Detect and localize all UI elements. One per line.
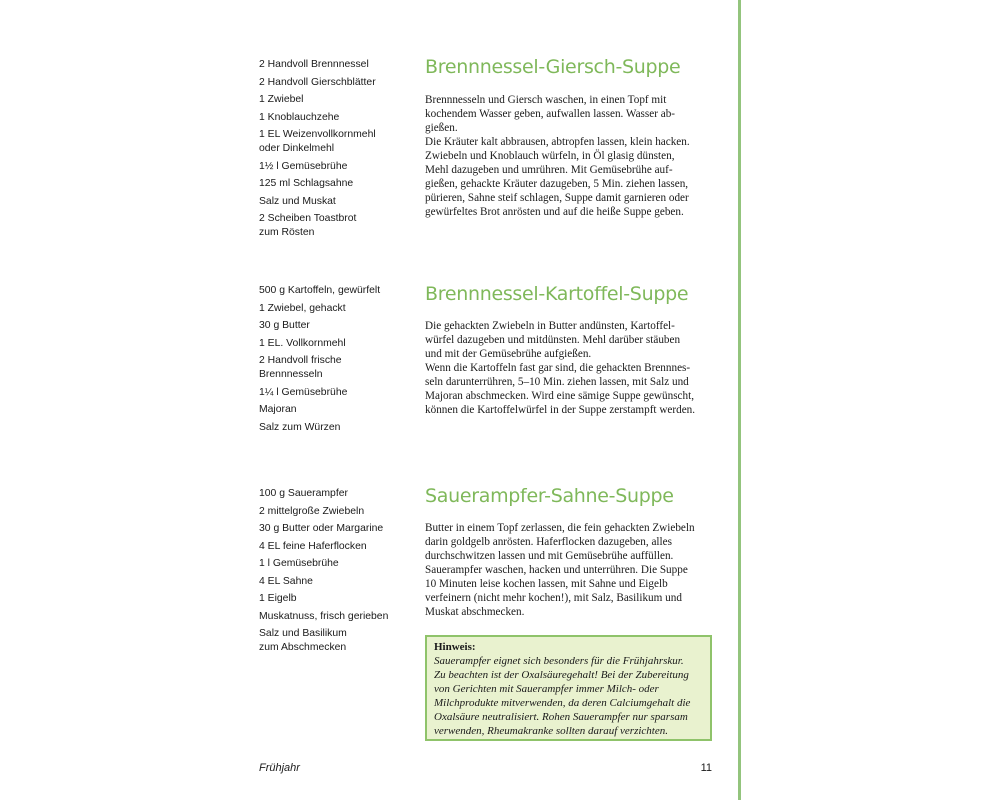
- ingredient-list: [259, 58, 409, 244]
- ingredient-item: 2 Handvoll Gierschblätter: [259, 76, 376, 88]
- page-number: 11: [700, 762, 712, 774]
- ingredient-item: Salz und Muskat: [259, 195, 336, 207]
- footer-section-title: Frühjahr: [259, 762, 300, 774]
- ingredient-item: 2 Handvoll Brennnessel: [259, 59, 369, 70]
- ingredient-item: 1¼ l Gemüsebrühe: [259, 386, 348, 398]
- hint-text: Sauerampfer eignet sich besonders für die Frühjahrskur. Zu beachten ist der Oxalsäuregehalt! Bei der Zubereitung von Gerichten mit Sauerampfer immer Milch- oder Milchprodukte mitverwenden, da deren Calciumgehalt die Oxalsäure neutralisiert. Rohen Sauerampfer nur sparsam verwenden, Rheumakranke sollten darauf verzichten.: [434, 655, 691, 737]
- recipe-title: Brennnessel-Giersch-Suppe: [425, 56, 681, 78]
- page-margin-line: [738, 0, 741, 800]
- ingredient-item: 30 g Butter oder Margarine: [259, 523, 384, 534]
- recipe-title: Brennnessel-Kartoffel-Suppe: [425, 283, 689, 305]
- recipe-instructions: [425, 521, 715, 619]
- ingredient-item: 1 EL. Vollkornmehl: [259, 337, 346, 349]
- instruction-paragraph: Wenn die Kartoffeln fast gar sind, die gehackten Brennnes- seln darunterrühren, 5–10 Min. ziehen lassen, mit Salz und Majoran abschmecken. Wird eine sämige Suppe gewünscht, können die Kartoffelwürfel in der Suppe zerstampft werden.: [425, 362, 696, 416]
- ingredient-item: 1 EL Weizenvollkornmehl oder Dinkelmehl: [259, 129, 376, 154]
- ingredient-item: 1 Zwiebel: [259, 94, 304, 105]
- ingredient-item: Salz und Basilikum zum Abschmecken: [259, 628, 347, 653]
- instruction-paragraph: Die gehackten Zwiebeln in Butter andünsten, Kartoffel- würfel dazugeben und mitdünsten. Mehl darüber stäuben und mit der Gemüsebrühe aufgießen.: [425, 320, 681, 360]
- instruction-paragraph: Butter in einem Topf zerlassen, die fein gehackten Zwiebeln darin goldgelb anrösten. Haferflocken dazugeben, alles durchschwitzen lassen und mit Gemüsebrühe auffüllen. Sauerampfer waschen, hacken und unterrühren. Die Suppe 10 Minuten leise kochen lassen, mit Sahne und Eigelb verfeinern (nicht mehr kochen!), mit Salz, Basilikum und Muskat abschmecken.: [425, 522, 695, 618]
- ingredient-item: 125 ml Schlagsahne: [259, 178, 354, 189]
- ingredient-item: 1 Knoblauchzehe: [259, 111, 340, 123]
- instruction-paragraph: Brennnesseln und Giersch waschen, in einen Topf mit kochendem Wasser geben, aufwallen lassen. Wasser ab- gießen.: [425, 94, 676, 134]
- ingredient-item: 1½ l Gemüsebrühe: [259, 160, 348, 172]
- ingredient-item: 30 g Butter: [259, 320, 310, 331]
- ingredient-item: Salz zum Würzen: [259, 421, 341, 433]
- instruction-paragraph: Die Kräuter kalt abbrausen, abtropfen lassen, klein hacken. Zwiebeln und Knoblauch würfeln, in Öl glasig dünsten, Mehl dazugeben und umrühren. Mit Gemüsebrühe auf- gießen, gehackte Kräuter dazugeben, 5 Min. ziehen lassen, pürieren, Sahne steif schlagen, Suppe damit garnieren oder gewürfeltes Brot anrösten und auf die heiße Suppe geben.: [425, 136, 690, 218]
- ingredient-item: 1 l Gemüsebrühe: [259, 558, 339, 569]
- ingredient-list: [259, 487, 409, 659]
- ingredient-item: 4 EL feine Haferflocken: [259, 540, 367, 552]
- ingredient-item: 100 g Sauerampfer: [259, 488, 348, 499]
- ingredient-item: 1 Zwiebel, gehackt: [259, 302, 346, 314]
- recipe-instructions: [425, 93, 715, 219]
- recipe-instructions: [425, 319, 715, 417]
- hint-label: Hinweis:: [434, 641, 476, 653]
- ingredient-item: 2 Handvoll frische Brennnesseln: [259, 355, 342, 380]
- ingredient-item: 4 EL Sahne: [259, 575, 313, 587]
- ingredient-item: 1 Eigelb: [259, 593, 297, 604]
- recipe-title: Sauerampfer-Sahne-Suppe: [425, 485, 674, 507]
- ingredient-item: 500 g Kartoffeln, gewürfelt: [259, 285, 381, 296]
- ingredient-item: 2 mittelgroße Zwiebeln: [259, 505, 365, 517]
- ingredient-list: [259, 284, 409, 438]
- ingredient-item: 2 Scheiben Toastbrot zum Rösten: [259, 213, 357, 238]
- ingredient-item: Majoran: [259, 404, 297, 415]
- ingredient-item: Muskatnuss, frisch gerieben: [259, 610, 389, 622]
- hint-box: [425, 635, 712, 741]
